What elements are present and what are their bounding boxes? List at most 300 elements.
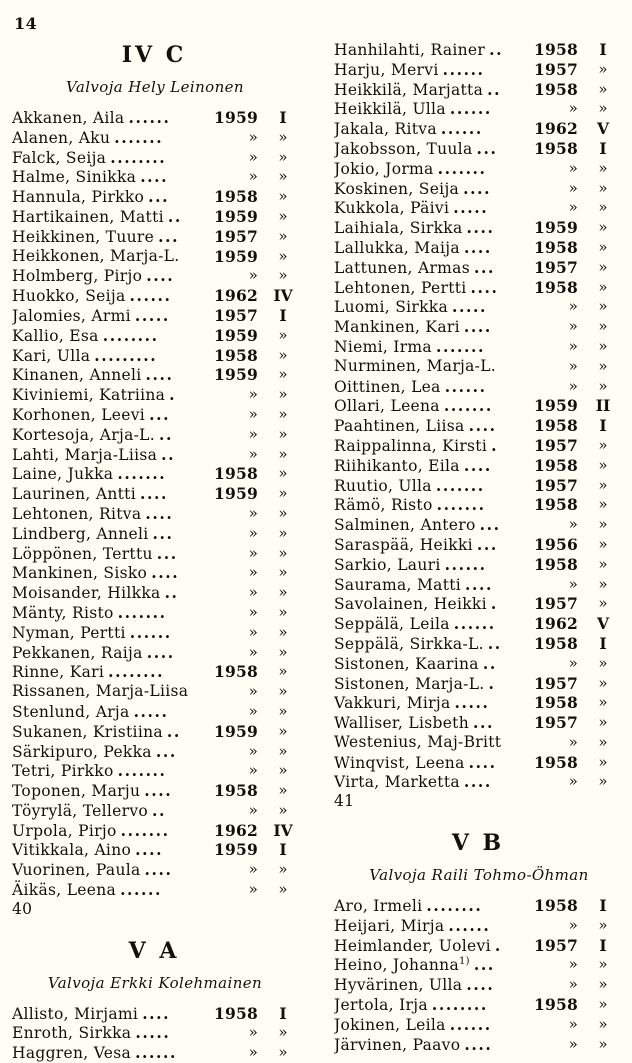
enrollment-year: » [568,99,578,118]
student-name: Laurinen, Antti [12,485,136,504]
dot-leader: ...... [449,99,492,119]
student-row [334,634,632,654]
dot-leader: .. [489,40,504,59]
student-name: Hyvärinen, Ulla [334,976,463,995]
class-grade: » [278,800,288,819]
student-name: Kinanen, Anneli [12,366,142,385]
dot-leader: .... [144,781,173,801]
dot-leader: ..... [454,693,490,713]
student-row [12,702,318,722]
enrollment-year: 1959 [214,206,258,226]
student-row [12,643,318,663]
student-row [12,464,318,484]
class-grade: » [598,455,608,474]
dot-leader: ....... [436,495,486,515]
dot-leader: ... [152,523,174,543]
student-row [12,682,318,702]
page-number: 14 [14,14,38,33]
class-grade: » [278,781,288,800]
student-row [12,405,318,425]
class-grade: » [278,365,288,384]
class-grade: » [278,484,288,503]
dot-leader: ..... [453,198,489,218]
student-name: Järvinen, Paavo [334,1035,461,1054]
student-name: Rissanen, Marja-Liisa [12,682,189,701]
enrollment-year: 1958 [534,633,578,653]
enrollment-year: 1957 [534,673,578,693]
enrollment-year: » [248,523,258,542]
section-title-v-b: V B [451,830,505,857]
section-count-iv-c: 40 [12,899,33,918]
student-name: Riihikanto, Eila [334,456,460,475]
dot-leader: ... [158,226,180,246]
class-grade: » [278,503,288,522]
student-name: Heino, Johanna$^{1)}$ [334,956,470,975]
dot-leader: ..... [135,1023,171,1043]
enrollment-year: 1957 [534,713,578,733]
dot-leader: . [488,673,496,693]
student-row [334,139,632,159]
dot-leader: .... [135,840,164,860]
student-row [12,1004,318,1024]
dot-leader: ....... [435,336,485,356]
class-grade: » [278,543,288,562]
student-name: Lattunen, Armas [334,258,470,277]
dot-leader: .... [466,218,495,238]
class-grade: » [598,237,608,256]
student-row [334,456,632,476]
student-row [334,896,632,916]
student-row [12,524,318,544]
dot-leader: .... [142,1003,171,1023]
enrollment-year: » [568,297,578,316]
class-grade: » [598,713,608,732]
student-name: Jakala, Ritva [334,120,437,139]
student-name: Hannula, Pirkko [12,188,145,207]
class-grade: » [598,752,608,771]
student-name: Saraspää, Heikki [334,535,473,554]
enrollment-year: » [248,741,258,760]
student-name: Jertola, Irja [334,996,428,1015]
class-grade: » [598,297,608,316]
student-name: Luomi, Sirkka [334,298,449,317]
student-row [334,80,632,100]
dot-leader: ........ [108,662,165,682]
class-grade: V [596,614,610,634]
class-grade: » [278,464,288,483]
enrollment-year: 1958 [534,40,578,59]
student-name: Koskinen, Seija [334,179,460,198]
student-name: Westenius, Maj-Britt [334,732,502,751]
class-grade: » [598,277,608,296]
class-grade: » [598,653,608,672]
enrollment-year: » [568,732,578,751]
class-grade: I [279,840,287,860]
class-grade: » [278,622,288,641]
dot-leader: ...... [444,376,487,396]
student-name: Laine, Jukka [12,465,114,484]
student-name: Vitikkala, Aino [12,841,132,860]
student-name: Kortesoja, Arja-L. [12,425,156,444]
student-row [334,515,632,535]
class-grade: » [278,721,288,740]
student-name: Vuorinen, Paula [12,861,141,880]
enrollment-year: 1957 [534,435,578,455]
enrollment-year: 1962 [214,820,258,840]
enrollment-year: 1957 [534,59,578,79]
dot-leader: ...... [444,554,487,574]
dot-leader: ... [473,257,495,277]
student-list-v-b [334,896,632,1054]
enrollment-year: » [248,503,258,522]
dot-leader: .... [139,484,168,504]
student-row [12,484,318,504]
student-name: Nyman, Pertti [12,623,126,642]
dot-leader: . [491,435,499,455]
enrollment-year: 1958 [534,79,578,99]
enrollment-year: » [248,147,258,166]
dot-leader: ....... [437,158,487,178]
student-row [334,733,632,753]
class-grade: I [599,896,607,916]
student-row [12,128,318,148]
student-row [334,436,632,456]
class-grade: » [278,880,288,899]
student-row [334,159,632,179]
enrollment-year: 1958 [214,662,258,682]
student-row [12,623,318,643]
student-list-iv-c-cont [334,40,632,792]
dot-leader: . [490,594,498,614]
enrollment-year: 1962 [534,119,578,139]
dot-leader: .... [140,167,169,187]
enrollment-year: » [248,563,258,582]
class-grade: I [279,1003,287,1023]
student-name: Hartikainen, Matti [12,207,164,226]
class-grade: » [278,385,288,404]
class-grade: » [278,761,288,780]
enrollment-year: » [568,772,578,791]
class-grade: » [598,515,608,534]
student-row [334,594,632,614]
student-row [334,995,632,1015]
dot-leader: ...... [453,614,496,634]
class-grade: » [598,336,608,355]
class-grade: I [599,633,607,653]
class-grade: I [279,305,287,325]
student-row [334,955,632,975]
dot-leader: ....... [114,127,164,147]
student-row [334,40,632,60]
class-grade: » [278,424,288,443]
class-grade: » [278,325,288,344]
dot-leader: .... [468,752,497,772]
enrollment-year: 1959 [214,721,258,741]
class-grade: » [598,356,608,375]
dot-leader: ....... [117,464,167,484]
dot-leader: ...... [449,1014,492,1034]
student-name: Oittinen, Lea [334,377,441,396]
class-grade: » [598,915,608,934]
student-row [334,60,632,80]
student-row [334,575,632,595]
enrollment-year: » [248,880,258,899]
student-row [334,614,632,634]
class-grade: » [598,554,608,573]
class-grade: » [598,995,608,1014]
student-name: Enroth, Sirkka [12,1024,132,1043]
student-name: Lehtonen, Pertti [334,278,467,297]
student-row [334,119,632,139]
dot-leader: ... [479,515,501,535]
student-row [12,148,318,168]
footnote-marker: 1) [459,956,470,968]
student-row [12,365,318,385]
student-name: Pekkanen, Raija [12,643,143,662]
student-row [334,674,632,694]
enrollment-year: 1957 [214,226,258,246]
dot-leader: .. [487,633,502,653]
section-spacer [334,812,632,832]
dot-leader: ...... [129,622,172,642]
class-grade: » [598,218,608,237]
class-grade: » [598,257,608,276]
class-grade: » [598,772,608,791]
enrollment-year: 1959 [214,246,258,266]
student-name: Jalomies, Armi [12,306,131,325]
student-name: Haggren, Vesa [12,1044,132,1063]
section-title-v-a: V A [128,937,180,964]
student-name: Virta, Marketta [334,773,460,792]
dot-leader: .. [167,206,182,226]
enrollment-year: » [248,266,258,285]
dot-leader: .. [161,444,176,464]
student-name: Stenlund, Arja [12,702,130,721]
class-grade: » [278,266,288,285]
supervisor-v-a: Valvoja Erkki Kolehmainen [47,973,263,992]
dot-leader: ...... [440,119,483,139]
class-grade: » [278,1043,288,1062]
enrollment-year: 1958 [214,781,258,801]
right-column [318,0,632,1054]
student-name: Seppälä, Leila [334,615,450,634]
dot-leader: ... [476,534,498,554]
student-name: Allisto, Mirjami [12,1004,139,1023]
class-grade: » [598,975,608,994]
enrollment-year: » [248,543,258,562]
student-name: Salminen, Antero [334,516,476,535]
enrollment-year: 1958 [534,138,578,158]
student-name: Niemi, Irma [334,337,432,356]
dot-leader: .. [166,721,181,741]
student-row [12,1043,318,1063]
dot-leader: ... [148,187,170,207]
dot-leader: ... [473,713,494,733]
student-row [334,476,632,496]
enrollment-year: » [568,356,578,375]
enrollment-year: 1958 [214,464,258,484]
student-name: Sarkio, Lauri [334,555,441,574]
student-name: Mänty, Risto [12,603,114,622]
dot-leader: .. [482,653,497,673]
student-name: Heikkinen, Tuure [12,227,155,246]
class-grade: I [599,40,607,59]
student-list-iv-c [12,108,318,900]
student-name: Urpola, Pirjo [12,821,117,840]
student-name: Heikkilä, Ulla [334,100,446,119]
student-name: Harju, Mervi [334,60,439,79]
student-name: Kallio, Esa [12,326,99,345]
student-row [334,218,632,238]
dot-leader: ..... [133,701,169,721]
enrollment-year: » [248,800,258,819]
student-row [334,337,632,357]
student-row [12,286,318,306]
supervisor-spacer [334,883,632,896]
enrollment-year: 1958 [534,554,578,574]
enrollment-year: 1956 [534,534,578,554]
dot-leader: ....... [117,761,167,781]
student-name: Löppönen, Terttu [12,544,153,563]
student-row [12,603,318,623]
enrollment-year: 1958 [534,495,578,515]
class-grade: » [598,574,608,593]
enrollment-year: » [248,444,258,463]
student-name: Nurminen, Marja-L. [334,356,497,375]
student-row [12,504,318,524]
enrollment-year: 1958 [214,187,258,207]
student-row [12,583,318,603]
student-name: Lallukka, Maija [334,238,460,257]
class-grade: » [278,860,288,879]
enrollment-year: 1958 [534,896,578,916]
dot-leader: .. [152,800,167,820]
student-row [334,377,632,397]
dot-leader: ... [155,741,177,761]
student-name: Seppälä, Sirkka-L. [334,634,484,653]
student-row [12,346,318,366]
student-name: Heikkonen, Marja-L. [12,246,180,265]
enrollment-year: » [568,376,578,395]
class-grade: I [599,416,607,436]
dot-leader: .... [463,455,492,475]
dot-leader: .. [164,583,179,603]
class-grade: » [278,563,288,582]
section-spacer [12,920,318,940]
enrollment-year: 1957 [534,257,578,277]
student-row [12,781,318,801]
dot-leader: . [494,935,502,955]
dot-leader: ... [476,138,498,158]
student-row [12,742,318,762]
enrollment-year: » [248,1043,258,1062]
class-grade: » [278,226,288,245]
student-row [12,187,318,207]
student-row [12,108,318,128]
student-row [334,317,632,337]
enrollment-year: » [248,860,258,879]
dot-leader: .... [463,178,492,198]
enrollment-year: » [248,602,258,621]
supervisor-spacer [12,991,318,1004]
student-row [334,179,632,199]
dot-leader: ...... [442,59,485,79]
student-row [334,1015,632,1035]
student-name: Jakobsson, Tuula [334,139,473,158]
class-grade: » [598,732,608,751]
student-row [334,238,632,258]
student-name: Heikkilä, Marjatta [334,80,484,99]
class-grade: » [278,345,288,364]
student-row [12,385,318,405]
student-name: Alanen, Aku [12,128,111,147]
dot-leader: ...... [128,108,171,127]
dot-leader: .... [463,317,492,337]
enrollment-year: » [248,167,258,186]
student-row [334,357,632,377]
enrollment-year: 1959 [534,218,578,238]
student-row [334,693,632,713]
dot-leader: ...... [129,286,172,306]
class-grade: » [598,534,608,553]
dot-leader: .. [159,424,174,444]
enrollment-year: » [568,178,578,197]
dot-leader: ....... [443,396,493,416]
student-row [334,916,632,936]
enrollment-year: 1957 [214,305,258,325]
dot-leader: ........ [426,896,483,916]
student-name: Falck, Seija [12,148,107,167]
student-name: Akkanen, Aila [12,109,125,127]
student-name: Lahti, Marja-Liisa [12,445,158,464]
student-name: Huokko, Seija [12,287,126,306]
student-row [12,860,318,880]
class-grade: » [278,602,288,621]
dot-leader: .... [464,1034,493,1054]
enrollment-year: » [568,1034,578,1053]
dot-leader: .... [466,975,495,995]
student-row [12,207,318,227]
enrollment-year: 1958 [534,752,578,772]
class-grade: » [598,79,608,98]
enrollment-year: 1962 [214,286,258,306]
class-grade: » [598,376,608,395]
student-row [12,306,318,326]
dot-leader: ...... [135,1043,178,1063]
dot-leader: . [169,385,177,405]
class-grade: » [278,662,288,681]
enrollment-year: » [568,1014,578,1033]
enrollment-year: 1959 [214,484,258,504]
enrollment-year: » [248,761,258,780]
enrollment-year: 1958 [534,277,578,297]
class-grade: » [598,693,608,712]
class-grade: » [598,955,608,974]
enrollment-year: 1959 [214,840,258,860]
class-grade: » [278,444,288,463]
student-name: Savolainen, Heikki [334,595,487,614]
class-grade: I [279,108,287,127]
dot-leader: ........ [431,995,488,1015]
class-grade: » [278,127,288,146]
student-name: Jokinen, Leila [334,1015,446,1034]
student-name: Mankinen, Kari [334,318,460,337]
class-grade: » [598,435,608,454]
student-row [12,1023,318,1043]
supervisor-iv-c: Valvoja Hely Leinonen [66,78,244,96]
student-row [12,326,318,346]
enrollment-year: » [248,583,258,602]
